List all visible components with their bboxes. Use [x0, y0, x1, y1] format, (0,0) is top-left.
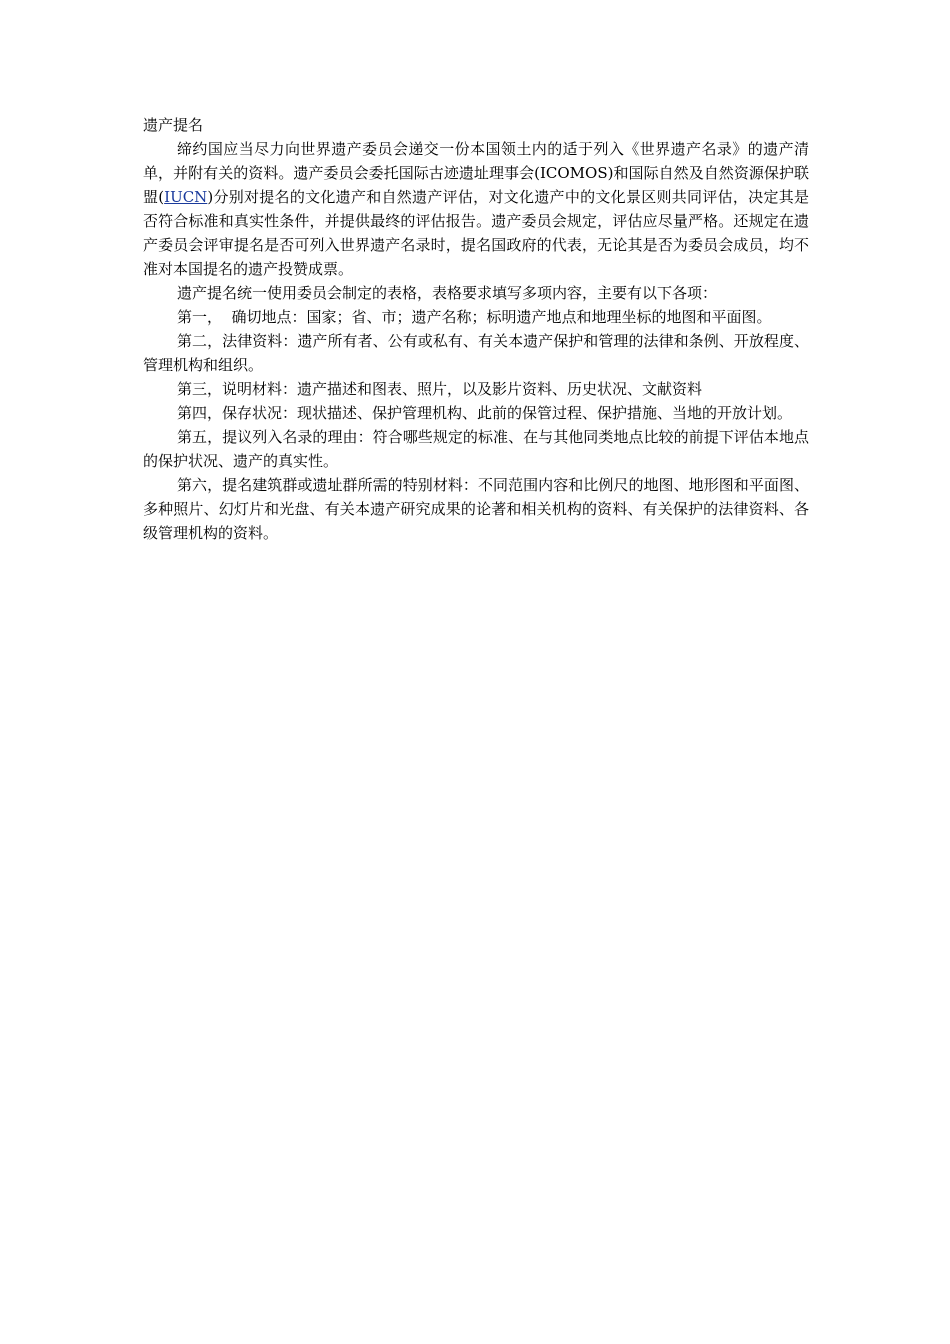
list-item: 第二，法律资料：遗产所有者、公有或私有、有关本遗产保护和管理的法律和条例、开放程度、管理机构和组织。 [143, 332, 809, 374]
list-item: 第五，提议列入名录的理由：符合哪些规定的标准、在与其他同类地点比较的前提下评估本地点的保护状况、遗产的真实性。 [143, 428, 809, 470]
iucn-link[interactable]: IUCN [164, 188, 208, 206]
list-item: 第一， 确切地点：国家；省、市；遗产名称；标明遗产地点和地理坐标的地图和平面图。 [177, 308, 772, 326]
intro-text-part2: )分别对提名的文化遗产和自然遗产评估，对文化遗产中的文化景区则共同评估，决定其是否符合标准和真实性条件，并提供最终的评估报告。遗产委员会规定，评估应尽量严格。还规定在遗产委员会评审提名是否可列入世界遗产名录时，提名国政府的代表，无论其是否为委员会成员，均不准对本国提名的遗产投赞成票。 [143, 188, 810, 278]
document-title: 遗产提名 [143, 116, 204, 134]
list-item: 第三，说明材料：遗产描述和图表、照片，以及影片资料、历史状况、文献资料 [177, 380, 703, 398]
lead-paragraph: 遗产提名统一使用委员会制定的表格，表格要求填写多项内容，主要有以下各项： [177, 284, 718, 302]
document-page [143, 113, 809, 545]
intro-text-part1: 缔约国应当尽力向世界遗产委员会递交一份本国领土内的适于列入《世界遗产名录》的遗产清单，并附有关的资料。遗产委员会委托国际古迹遗址理事会(ICOMOS)和国际自然及自然资源保护联盟( [143, 140, 809, 206]
intro-paragraph [143, 137, 809, 281]
list-item: 第六，提名建筑群或遗址群所需的特别材料：不同范围内容和比例尺的地图、地形图和平面图、多种照片、幻灯片和光盘、有关本遗产研究成果的论著和相关机构的资料、有关保护的法律资料、各级管理机构的资料。 [143, 476, 809, 542]
list-item: 第四，保存状况：现状描述、保护管理机构、此前的保管过程、保护措施、当地的开放计划。 [177, 404, 793, 422]
